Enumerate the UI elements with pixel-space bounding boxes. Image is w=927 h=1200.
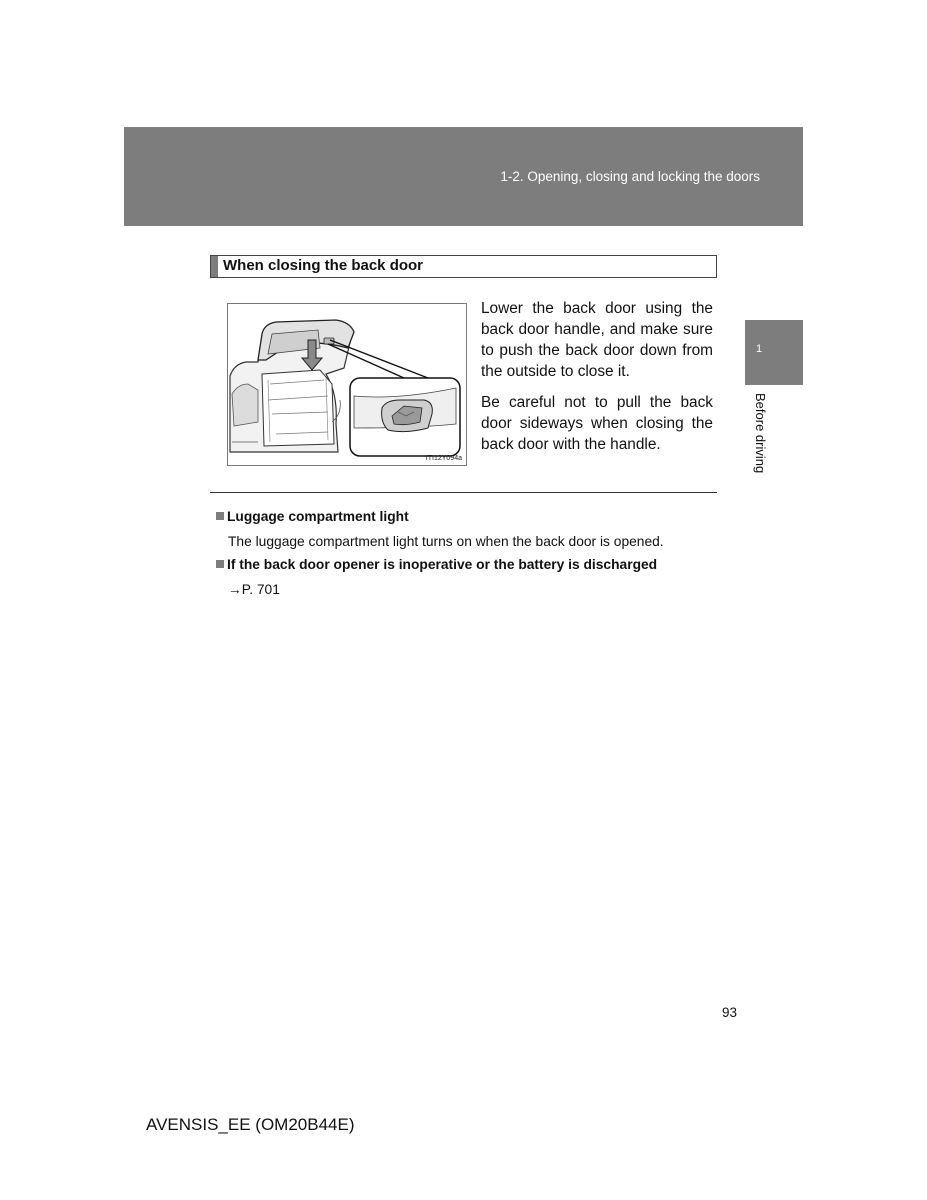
back-door-illustration [227, 303, 467, 466]
page-number: 93 [722, 1005, 738, 1020]
section-heading-box [210, 255, 717, 278]
footer-model-code: AVENSIS_EE (OM20B44E) [146, 1115, 355, 1134]
chapter-tab [745, 320, 803, 385]
car-back-door-drawing [228, 304, 467, 466]
square-bullet-icon [216, 560, 224, 568]
note-heading-text: If the back door opener is inoperative or the battery is discharged [227, 557, 658, 572]
square-bullet-icon [216, 512, 224, 520]
note-heading-luggage-light [216, 509, 409, 524]
section-divider [210, 492, 717, 493]
illustration-code: ITI12Y094a [425, 455, 462, 462]
chapter-header-band [124, 127, 803, 226]
section-heading: When closing the back door [223, 257, 424, 274]
instruction-paragraph-caution: Be careful not to pull the back door sideways when closing the back door with the handle. [481, 394, 713, 453]
page-reference-link[interactable]: →P. 701 [228, 582, 280, 597]
section-heading-accent-bar [211, 256, 218, 277]
note-heading-text: Luggage compartment light [227, 509, 409, 524]
instruction-paragraph-close: Lower the back door using the back door handle, and make sure to push the back door down from the outside to close it. [481, 300, 713, 380]
note-heading-door-opener [216, 557, 657, 572]
chapter-section-title: 1-2. Opening, closing and locking the doors [500, 169, 760, 184]
note-text-luggage-light: The luggage compartment light turns on when the back door is opened. [228, 534, 664, 549]
chapter-tab-number: 1 [756, 343, 763, 355]
chapter-tab-label: Before driving [753, 393, 768, 474]
